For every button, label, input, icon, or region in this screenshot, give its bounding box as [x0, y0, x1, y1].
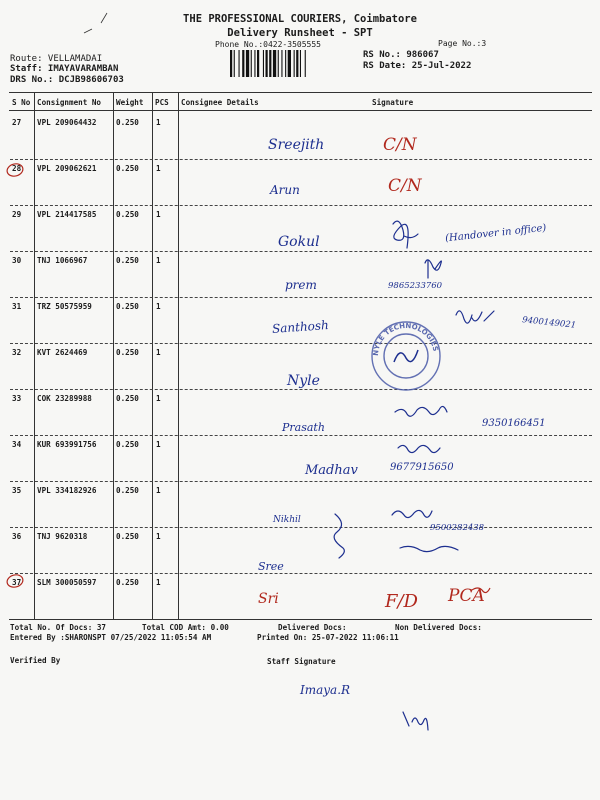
handwritten-name: Madhav	[305, 463, 358, 478]
row-weight: 0.250	[116, 210, 139, 219]
handwritten-mark: 9677915650	[390, 462, 454, 473]
row-consignment: TRZ 50575959	[37, 302, 92, 311]
red-circle	[6, 162, 25, 178]
row-sno: 27	[12, 118, 22, 127]
handwritten-mark: 9400149021	[521, 315, 577, 331]
row-pcs: 1	[156, 348, 161, 357]
drs-number: DRS No.: DCJB98606703	[10, 75, 124, 85]
row-pcs: 1	[156, 394, 161, 403]
row-sno: 32	[12, 348, 22, 357]
handwritten-mark: C/N	[383, 135, 417, 155]
col-consignee: Consignee Details	[181, 98, 259, 107]
pen-mark	[101, 13, 107, 23]
row-consignment: TNJ 9620318	[37, 532, 88, 541]
delivered-docs: Delivered Docs:	[278, 623, 347, 632]
handwritten-name: Nyle	[287, 373, 320, 389]
row-sno: 36	[12, 532, 22, 541]
stamp-text: NYLE TECHNOLOGIES	[371, 321, 440, 357]
handwritten-name: Nikhil	[273, 515, 301, 525]
handwritten-mark: F/D	[385, 591, 418, 612]
handwritten-mark: 9350166451	[482, 418, 546, 429]
handwritten-name: Prasath	[282, 421, 325, 434]
pen-mark	[84, 29, 92, 33]
total-cod: Total COD Amt: 0.00	[142, 623, 229, 632]
red-circle	[6, 573, 25, 589]
handwritten-name: Sri	[258, 591, 279, 607]
row-pcs: 1	[156, 440, 161, 449]
row-sno: 31	[12, 302, 22, 311]
row-weight: 0.250	[116, 440, 139, 449]
handwritten-mark: PCA	[448, 586, 485, 606]
col-consignment: Consignment No	[37, 98, 102, 107]
total-docs: Total No. Of Docs: 37	[10, 623, 107, 632]
row-weight: 0.250	[116, 348, 139, 357]
handwritten-mark: (Handover in office)	[444, 222, 547, 245]
entered-by: Entered By :SHARONSPT 07/25/2022 11:05:54 AM	[10, 633, 212, 642]
handwritten-name: prem	[285, 278, 317, 292]
row-consignment: COK 23289988	[37, 394, 92, 403]
row-consignment: VPL 209064432	[37, 118, 97, 127]
row-sno: 30	[12, 256, 22, 265]
row-consignment: VPL 214417585	[37, 210, 97, 219]
signature-scribble	[425, 260, 441, 278]
phone-number: Phone No.:0422-3505555	[215, 40, 321, 49]
row-consignment: TNJ 1066967	[37, 256, 88, 265]
handwritten-mark: 9865233760	[388, 281, 443, 291]
signature-scribble	[393, 221, 418, 248]
row-pcs: 1	[156, 532, 161, 541]
col-pcs: PCS	[155, 98, 169, 107]
route-label: Route: VELLAMADAI	[10, 54, 103, 64]
row-weight: 0.250	[116, 532, 139, 541]
signature-scribble	[398, 445, 440, 452]
staff-label: Staff: IMAYAVARAMBAN	[10, 64, 119, 74]
row-weight: 0.250	[116, 118, 139, 127]
row-pcs: 1	[156, 164, 161, 173]
row-consignment: VPL 209062621	[37, 164, 97, 173]
handwritten-mark: C/N	[388, 176, 422, 196]
row-weight: 0.250	[116, 486, 139, 495]
printed-on: Printed On: 25-07-2022 11:06:11	[257, 633, 399, 642]
company-stamp	[368, 318, 444, 394]
row-consignment: VPL 334182926	[37, 486, 97, 495]
signature-scribble	[456, 311, 494, 323]
row-consignment: SLM 300050597	[37, 578, 97, 587]
row-consignment: KUR 693991756	[37, 440, 97, 449]
handwritten-mark: Imaya.R	[300, 683, 351, 697]
row-sno: 33	[12, 394, 22, 403]
row-sno: 35	[12, 486, 22, 495]
signature-scribble	[392, 510, 432, 517]
rs-date: RS Date: 25-Jul-2022	[363, 61, 472, 71]
signature-scribble	[334, 514, 344, 558]
row-pcs: 1	[156, 578, 161, 587]
col-sno: S No	[12, 98, 31, 107]
company-title: THE PROFESSIONAL COURIERS, Coimbatore	[183, 13, 417, 25]
handwritten-name: Arun	[270, 183, 300, 197]
svg-text:NYLE TECHNOLOGIES	[372, 322, 440, 356]
row-sno: 37	[12, 578, 22, 587]
row-pcs: 1	[156, 486, 161, 495]
row-pcs: 1	[156, 118, 161, 127]
row-weight: 0.250	[116, 394, 139, 403]
red-scribble	[472, 588, 490, 593]
handwritten-name: Santhosh	[271, 318, 330, 336]
table-bottom-rule	[9, 619, 592, 620]
row-weight: 0.250	[116, 256, 139, 265]
row-pcs: 1	[156, 256, 161, 265]
col-signature: Signature	[372, 98, 414, 107]
runsheet-title: Delivery Runsheet - SPT	[227, 27, 373, 39]
row-pcs: 1	[156, 302, 161, 311]
row-sno: 34	[12, 440, 22, 449]
row-pcs: 1	[156, 210, 161, 219]
rs-number: RS No.: 986067	[363, 50, 439, 60]
signature-scribble	[400, 546, 458, 551]
row-consignment: KVT 2624469	[37, 348, 88, 357]
row-weight: 0.250	[116, 578, 139, 587]
verified-by: Verified By	[10, 656, 61, 665]
row-sno: 29	[12, 210, 22, 219]
col-weight: Weight	[116, 98, 144, 107]
handwritten-name: Sree	[258, 560, 284, 573]
page-number: Page No.:3	[438, 39, 487, 48]
row-sno: 28	[12, 164, 22, 173]
handwritten-name: Sreejith	[268, 137, 325, 153]
handwritten-name: Gokul	[278, 234, 320, 250]
handwritten-mark: 9500282438	[430, 523, 485, 533]
signature-scribble	[403, 712, 428, 730]
staff-signature: Staff Signature	[267, 657, 336, 666]
row-weight: 0.250	[116, 164, 139, 173]
non-delivered-docs: Non Delivered Docs:	[395, 623, 482, 632]
signature-scribble	[395, 406, 447, 416]
row-weight: 0.250	[116, 302, 139, 311]
